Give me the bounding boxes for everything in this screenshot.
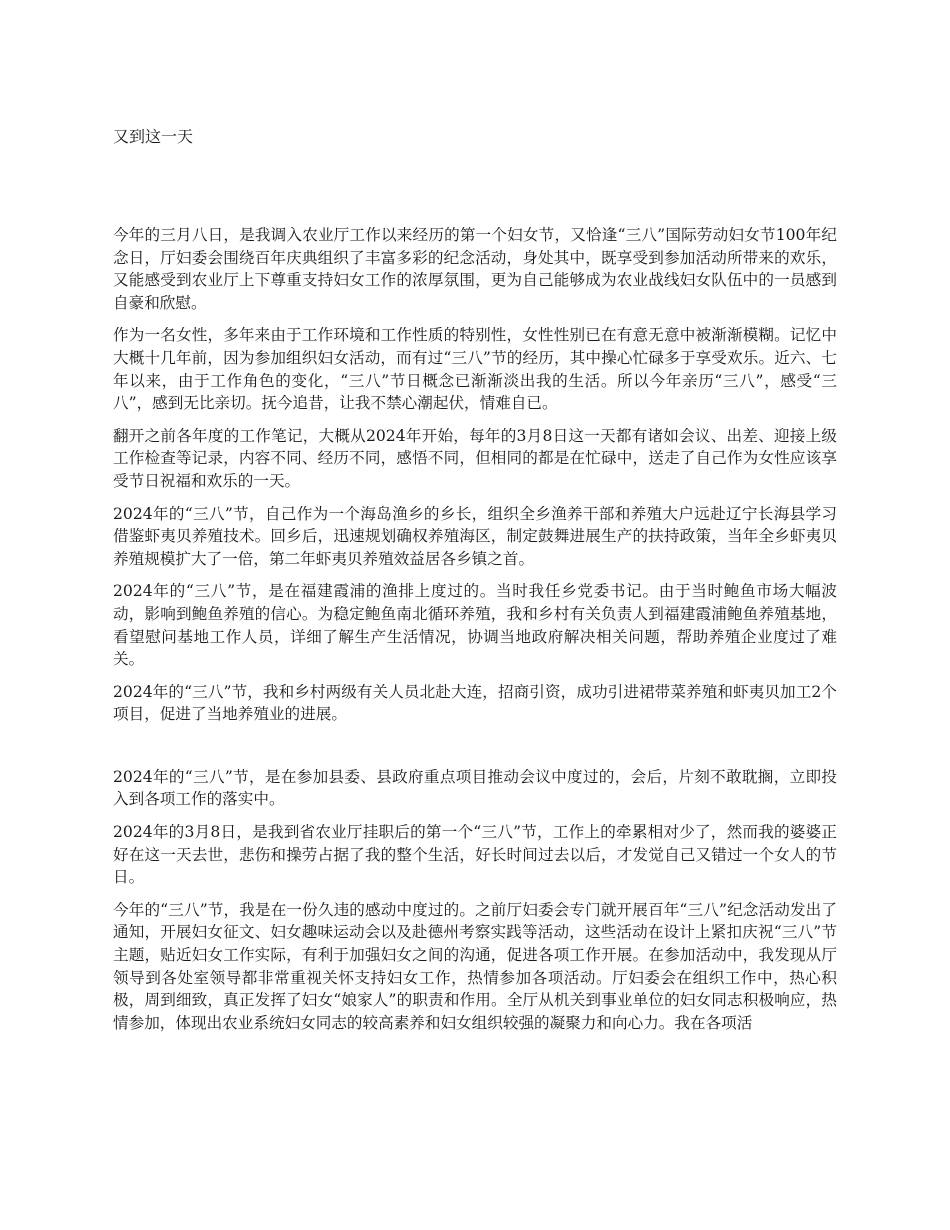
paragraph: 2024年的“三八”节，是在参加县委、县政府重点项目推动会议中度过的，会后，片刻不敢耽搁，立即投入到各项工作的落实中。 bbox=[113, 767, 837, 809]
paragraph: 2024年的“三八”节，我和乡村两级有关人员北赴大连，招商引资，成功引进裙带菜养殖和虾夷贝加工2个项目，促进了当地养殖业的进展。 bbox=[113, 682, 837, 724]
paragraph: 2024年的3月8日，是我到省农业厅挂职后的第一个“三八”节，工作上的牵累相对少了，然而我的婆婆正好在这一天去世，悲伤和操劳占据了我的整个生活，好长时间过去以后，才发觉自己又错过一个女人的节日。 bbox=[113, 823, 837, 887]
paragraph: 作为一名女性，多年来由于工作环境和工作性质的特别性，女性性别已在有意无意中被渐渐模糊。记忆中大概十几年前，因为参加组织妇女活动，而有过“三八”节的经历，其中操心忙碌多于享受欢乐。近六、七年以来，由于工作角色的变化，“三八”节日概念已渐渐淡出我的生活。所以今年亲历“三八”，感受“三八”，感到无比亲切。抚今追昔，让我不禁心潮起伏，情难自已。 bbox=[113, 326, 837, 413]
document-title: 又到这一天 bbox=[113, 127, 194, 146]
paragraph: 今年的“三八”节，我是在一份久违的感动中度过的。之前厅妇委会专门就开展百年“三八”纪念活动发出了通知，开展妇女征文、妇女趣味运动会以及赴德州考察实践等活动，这些活动在设计上紧扣庆祝“三八”节主题，贴近妇女工作实际，有利于加强妇女之间的沟通，促进各项工作开展。在参加活动中，我发现从厅领导到各处室领导都非常重视关怀支持妇女工作，热情参加各项活动。厅妇委会在组织工作中，热心积极，周到细致，真正发挥了妇女“娘家人”的职责和作用。全厅从机关到事业单位的妇女同志积极响应，热情参加，体现出农业系统妇女同志的较高素养和妇女组织较强的凝聚力和向心力。我在各项活 bbox=[113, 900, 837, 1032]
paragraph: 2024年的“三八”节，自己作为一个海岛渔乡的乡长，组织全乡渔养干部和养殖大户远赴辽宁长海县学习借鉴虾夷贝养殖技术。回乡后，迅速规划确权养殖海区，制定鼓舞进展生产的扶持政策，当年全乡虾夷贝养殖规模扩大了一倍，第二年虾夷贝养殖效益居各乡镇之首。 bbox=[113, 504, 837, 568]
paragraph: 2024年的“三八”节，是在福建霞浦的渔排上度过的。当时我任乡党委书记。由于当时鲍鱼市场大幅波动，影响到鲍鱼养殖的信心。为稳定鲍鱼南北循环养殖，我和乡村有关负责人到福建霞浦鲍鱼养殖基地，看望慰问基地工作人员，详细了解生产生活情况，协调当地政府解决相关问题，帮助养殖企业度过了难关。 bbox=[113, 582, 837, 669]
paragraph: 翻开之前各年度的工作笔记，大概从2024年开始，每年的3月8日这一天都有诸如会议、出差、迎接上级工作检查等记录，内容不同、经历不同，感悟不同，但相同的都是在忙碌中，送走了自己作为女性应该享受节日祝福和欢乐的一天。 bbox=[113, 426, 837, 490]
paragraph: 今年的三月八日，是我调入农业厅工作以来经历的第一个妇女节，又恰逢“三八”国际劳动妇女节100年纪念日，厅妇委会围绕百年庆典组织了丰富多彩的纪念活动，身处其中，既享受到参加活动所带来的欢乐，又能感受到农业厅上下尊重支持妇女工作的浓厚氛围，更为自己能够成为农业战线妇女队伍中的一员感到自豪和欣慰。 bbox=[113, 226, 837, 312]
document-body bbox=[113, 224, 837, 1044]
